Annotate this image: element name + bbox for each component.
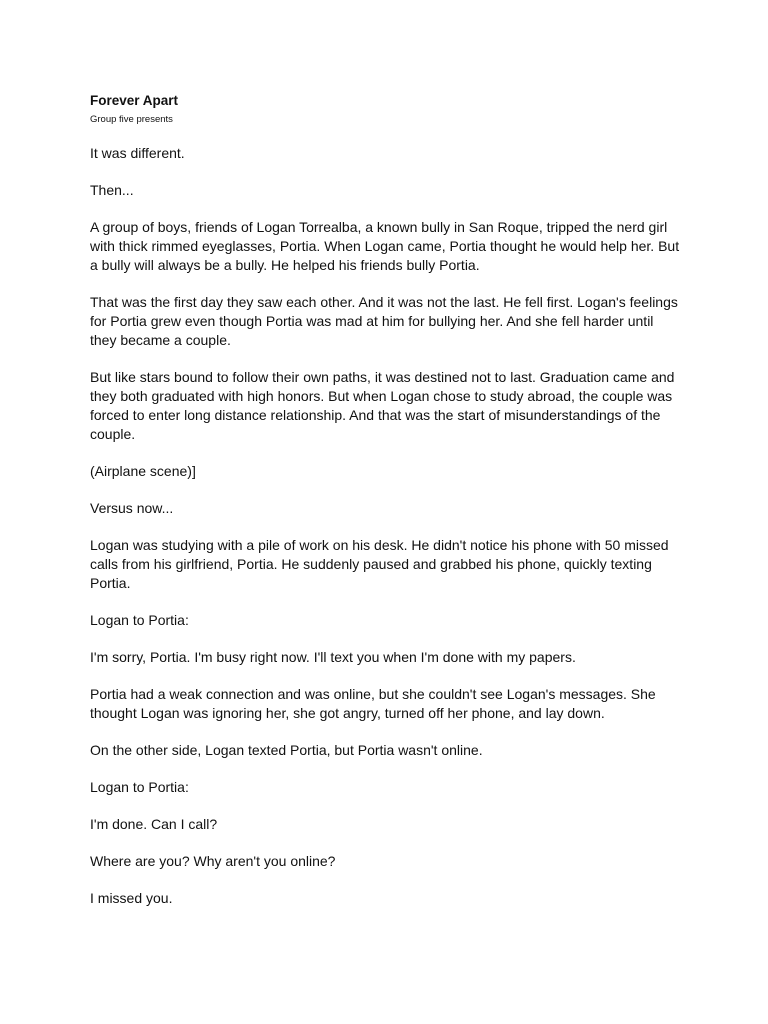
paragraph: A group of boys, friends of Logan Torrealba, a known bully in San Roque, tripped the nerd girl with thick rimmed eyeglasses, Portia. When Logan came, Portia thought he would help her. But a bully will always be a bully. He helped his friends bully Portia. (90, 219, 680, 273)
paragraph: I missed you. (90, 890, 173, 906)
paragraph: (Airplane scene)] (90, 463, 196, 479)
paragraph: Versus now... (90, 500, 174, 516)
document-body (90, 144, 680, 908)
paragraph: I'm done. Can I call? (90, 816, 218, 832)
paragraph: It was different. (90, 145, 185, 161)
paragraph: But like stars bound to follow their own paths, it was destined not to last. Graduation came and they both graduated with high honors. But when Logan chose to study abroad, the couple was forced to enter long distance relationship. And that was the start of misunderstandings of the couple. (90, 369, 675, 442)
document-content (90, 92, 680, 926)
paragraph: On the other side, Logan texted Portia, but Portia wasn't online. (90, 742, 483, 758)
paragraph: That was the first day they saw each other. And it was not the last. He fell first. Logan's feelings for Portia grew even though Portia was mad at him for bullying her. And she fell harder until they became a couple. (90, 294, 678, 348)
paragraph: I'm sorry, Portia. I'm busy right now. I'll text you when I'm done with my papers. (90, 649, 576, 665)
paragraph: Portia had a weak connection and was online, but she couldn't see Logan's messages. She thought Logan was ignoring her, she got angry, turned off her phone, and lay down. (90, 686, 656, 721)
paragraph: Logan to Portia: (90, 779, 189, 795)
paragraph: Logan was studying with a pile of work on his desk. He didn't notice his phone with 50 missed calls from his girlfriend, Portia. He suddenly paused and grabbed his phone, quickly texting Portia. (90, 537, 669, 591)
paragraph: Then... (90, 182, 134, 198)
paragraph: Logan to Portia: (90, 612, 189, 628)
document-subtitle: Group five presents (90, 114, 173, 125)
document-title: Forever Apart (90, 93, 179, 108)
paragraph: Where are you? Why aren't you online? (90, 853, 336, 869)
